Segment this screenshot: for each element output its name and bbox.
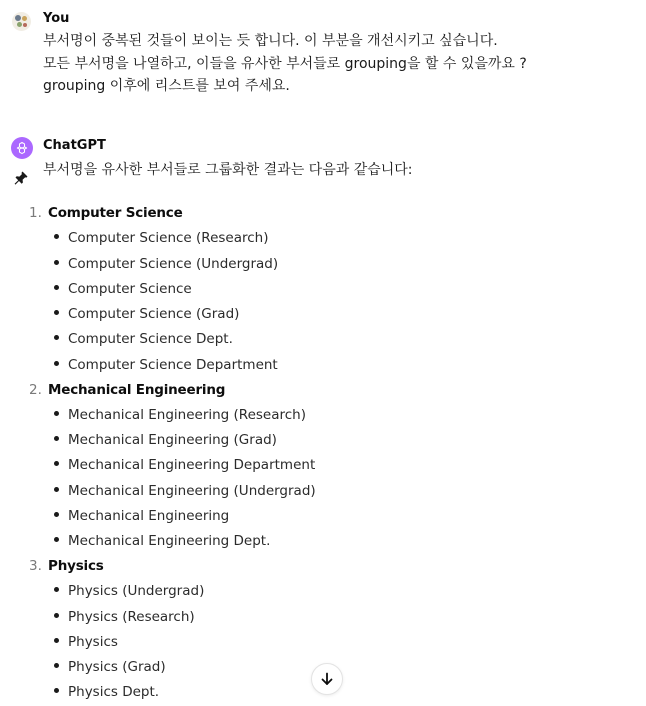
user-message-text [43,30,527,98]
group-number: 2. [29,382,42,398]
user-avatar-icon [12,12,31,31]
group-number: 3. [29,558,42,574]
scroll-to-bottom-button[interactable] [311,663,343,695]
bullet-icon [54,260,59,265]
openai-logo-icon [11,137,33,159]
bullet-icon [54,411,59,416]
bullet-icon [54,663,59,668]
bullet-icon [54,310,59,315]
user-message-line: 모든 부서명을 나열하고, 이들을 유사한 부서들로 grouping을 할 수 있을까요 ? [43,55,527,72]
bullet-icon [54,335,59,340]
group-title: Mechanical Engineering [48,382,226,398]
bullet-icon [54,461,59,466]
arrow-down-icon [319,671,335,687]
bullet-icon [54,234,59,239]
bullet-icon [54,537,59,542]
assistant-author-name: ChatGPT [43,138,106,153]
bullet-icon [54,512,59,517]
user-message-line: 부서명이 중복된 것들이 보이는 듯 합니다. 이 부분을 개선시키고 싶습니다. [43,33,498,49]
group-title: Computer Science [48,205,183,221]
bullet-icon [54,487,59,492]
bullet-icon [54,361,59,366]
group-title: Physics [48,558,104,574]
bullet-icon [54,613,59,618]
bullet-icon [54,688,59,693]
group-number: 1. [29,205,42,221]
bullet-icon [54,638,59,643]
user-author-name: You [43,11,70,26]
assistant-intro-text: 부서명을 유사한 부서들로 그룹화한 결과는 다음과 같습니다: [43,162,413,178]
user-message-line: grouping 이후에 리스트를 보여 주세요. [43,78,290,94]
bullet-icon [54,436,59,441]
bullet-icon [54,587,59,592]
bullet-icon [54,285,59,290]
pin-icon[interactable] [13,170,29,186]
